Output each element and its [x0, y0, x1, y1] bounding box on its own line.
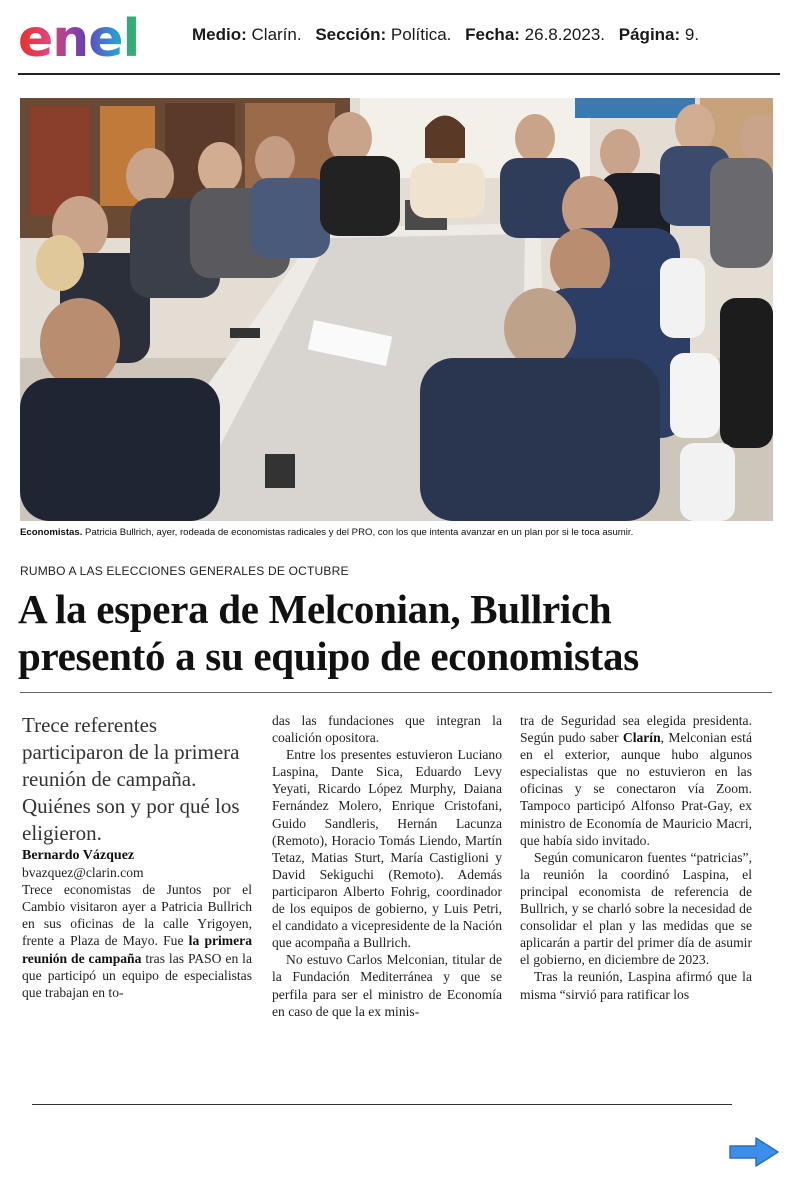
header-metadata: [192, 25, 699, 45]
paragraph-5-text-a: tra de Seguridad sea elegida presidenta. Según pudo saber: [520, 713, 752, 746]
medio-value: Clarín.: [251, 25, 302, 44]
headline-line-1: A la espera de Melconian, Bullrich: [18, 586, 612, 632]
seccion-label: Sección:: [315, 25, 387, 44]
article-column-2: [272, 712, 502, 1020]
paragraph-1-bold: la primera reunión de campaña: [22, 933, 252, 966]
medio-label: Medio:: [192, 25, 247, 44]
paragraph-5: [520, 712, 752, 849]
paragraph-2: das las fundaciones que integran la coalición opositora.: [272, 713, 502, 746]
footer-divider: [32, 1104, 732, 1105]
caption-lead: Economistas.: [20, 527, 83, 538]
enel-logo: [18, 8, 183, 66]
meeting-photo: [20, 98, 773, 521]
paragraph-5-bold: Clarín: [622, 730, 661, 746]
svg-text:enel: enel: [18, 9, 140, 66]
paragraph-7: Tras la reunión, Laspina afirmó que la misma “sirvió para ratificar los: [520, 969, 752, 1002]
paragraph-1-text-b: tras las PASO en la que participó un equipo de especialistas que trabajan en to-: [22, 950, 252, 1000]
paragraph-4: No estuvo Carlos Melconian, titular de la Fundación Mediterránea y que se perfila para ser el ministro de Economía en caso de que la ex minis-: [272, 952, 502, 1019]
headline-divider: [20, 692, 772, 693]
fecha-label: Fecha:: [465, 25, 520, 44]
paragraph-5-text-b: , Melconian está en el exterior, aunque hubo algunos especialistas que no estuvieron en las oficinas y se conectaron vía Zoom. Tampoco participó Alfonso Prat-Gay, ex ministro de Economía de Mauricio Macri, que había sido invitado.: [520, 730, 752, 848]
article-column-1: [22, 712, 252, 1001]
meeting-photo-illustration: [20, 98, 773, 521]
paragraph-1-text-a: Trece economistas de Juntos por el Cambio visitaron ayer a Patricia Bullrich en sus oficinas de la calle Yrigoyen, frente a Plaza de Mayo. Fue: [22, 882, 252, 949]
article-deck: Trece referentes participaron de la primera reunión de campaña. Quiénes son y por qué los eligieron.: [22, 713, 240, 845]
header-divider: [18, 73, 780, 75]
page-header: [0, 0, 800, 75]
enel-logo-graphic: [18, 8, 183, 66]
author-name: Bernardo Vázquez: [22, 848, 135, 863]
fecha-value: 26.8.2023.: [524, 25, 606, 44]
pagina-value: 9.: [684, 25, 700, 44]
paragraph-6: Según comunicaron fuentes “patricias”, la reunión la coordinó Laspina, el principal economista de referencia de Bullrich, y se charló sobre la necesidad de consolidar el plan y las medidas que se aplicarán a partir del primer día de asumir el gobierno, en diciembre de 2023.: [520, 849, 752, 968]
article-kicker: RUMBO A LAS ELECCIONES GENERALES DE OCTUBRE: [20, 564, 349, 578]
next-page-button[interactable]: [728, 1136, 780, 1168]
photo-caption: [20, 527, 780, 539]
article-headline: [18, 586, 788, 680]
arrow-right-icon: [728, 1136, 780, 1168]
article-column-3: [520, 712, 752, 1003]
paragraph-1: [22, 881, 252, 1001]
pagina-label: Página:: [618, 25, 681, 44]
author-email: bvazquez@clarin.com: [22, 865, 144, 881]
headline-line-2: presentó a su equipo de economistas: [18, 633, 639, 679]
paragraph-3: Entre los presentes estuvieron Luciano Laspina, Dante Sica, Eduardo Levy Yeyati, Ricardo López Murphy, Daiana Fernández Molero, Enrique Cristofani, Guido Sandleris, Hernán Lacunza (Remoto), Horacio Tomás Liendo, Martín Tetaz, Matias Sturt, María Castiglioni y David Sekiguchi (Remoto). Además participaron Alberto Fohrig, coordinador de los equipos de gobierno, y Luis Petri, el candidato a vicepresidente de la Nación que acompaña a Bullrich.: [272, 747, 502, 951]
caption-text: Patricia Bullrich, ayer, rodeada de economistas radicales y del PRO, con los que intenta avanzar en un plan por si le toca asumir.: [82, 527, 634, 538]
seccion-value: Política.: [390, 25, 452, 44]
